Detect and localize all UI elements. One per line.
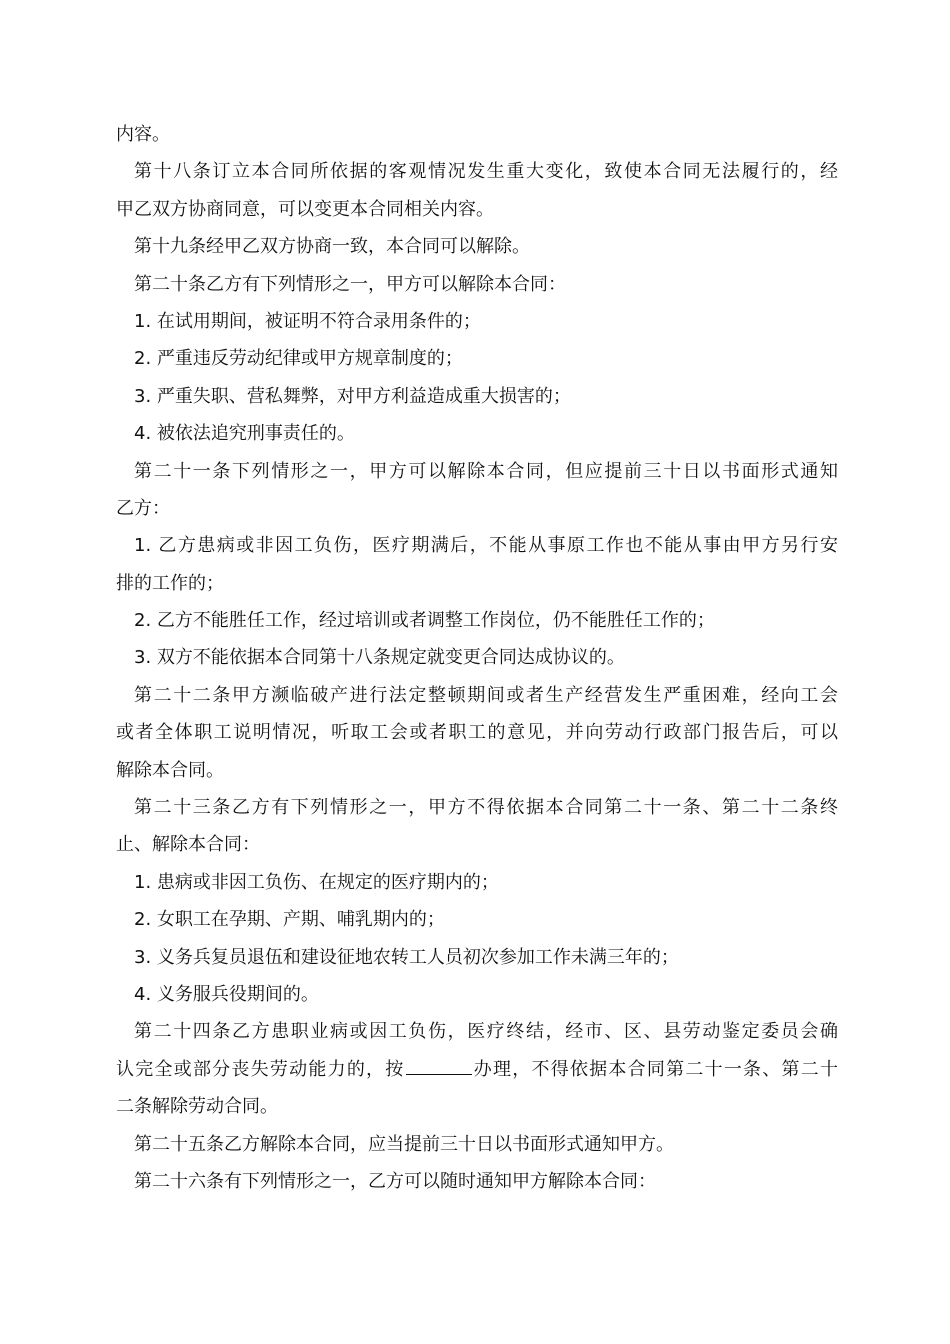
text-line: 甲乙双方协商同意，可以变更本合同相关内容。 — [116, 198, 494, 220]
article-25-line: 第二十五条乙方解除本合同，应当提前三十日以书面形式通知甲方。 — [134, 1133, 674, 1155]
list-item: 4. 义务服兵役期间的。 — [134, 983, 319, 1005]
text-line: 止、解除本合同： — [116, 834, 260, 856]
text-line: 乙方： — [116, 497, 170, 519]
list-item: 2. 乙方不能胜任工作，经过培训或者调整工作岗位，仍不能胜任工作的； — [134, 610, 715, 632]
text-line: 或者全体职工说明情况，听取工会或者职工的意见，并向劳动行政部门报告后，可以 — [116, 722, 838, 744]
text-line: 二条解除劳动合同。 — [116, 1096, 278, 1118]
text-line: 排的工作的； — [116, 572, 224, 594]
article-26-line: 第二十六条有下列情形之一，乙方可以随时通知甲方解除本合同： — [134, 1170, 656, 1192]
article-22-line: 第二十二条甲方濒临破产进行法定整顿期间或者生产经营发生严重困难，经向工会 — [134, 684, 838, 706]
document-page — [116, 116, 838, 1200]
list-item: 2. 严重违反劳动纪律或甲方规章制度的； — [134, 348, 463, 370]
list-item: 1. 在试用期间，被证明不符合录用条件的； — [134, 310, 481, 332]
list-item: 1. 患病或非因工负伤、在规定的医疗期内的； — [134, 871, 499, 893]
text-line-with-blank — [116, 1051, 838, 1088]
article-20-line: 第二十条乙方有下列情形之一，甲方可以解除本合同： — [134, 273, 566, 295]
article-19-line: 第十九条经甲乙双方协商一致，本合同可以解除。 — [134, 236, 530, 258]
text-segment: 认完全或部分丧失劳动能力的，按 — [116, 1058, 405, 1080]
article-18-line: 第十八条订立本合同所依据的客观情况发生重大变化，致使本合同无法履行的，经 — [134, 161, 838, 183]
article-21-line: 第二十一条下列情形之一，甲方可以解除本合同，但应提前三十日以书面形式通知 — [134, 460, 838, 482]
article-23-line: 第二十三条乙方有下列情形之一，甲方不得依据本合同第二十一条、第二十二条终 — [134, 797, 838, 819]
fill-in-blank — [406, 1056, 472, 1075]
text-segment: 办理，不得依据本合同第二十一条、第二十 — [472, 1058, 838, 1080]
text-line: 解除本合同。 — [116, 759, 224, 781]
list-item: 2. 女职工在孕期、产期、哺乳期内的； — [134, 909, 445, 931]
list-item: 3. 义务兵复员退伍和建设征地农转工人员初次参加工作未满三年的； — [134, 946, 679, 968]
article-24-line: 第二十四条乙方患职业病或因工负伤，医疗终结，经市、区、县劳动鉴定委员会确 — [134, 1021, 838, 1043]
list-item: 3. 严重失职、营私舞弊，对甲方利益造成重大损害的； — [134, 385, 571, 407]
list-item: 4. 被依法追究刑事责任的。 — [134, 423, 355, 445]
text-line: 内容。 — [116, 124, 170, 145]
list-item: 1. 乙方患病或非因工负伤，医疗期满后，不能从事原工作也不能从事由甲方另行安 — [134, 535, 838, 557]
list-item: 3. 双方不能依据本合同第十八条规定就变更合同达成协议的。 — [134, 647, 625, 669]
